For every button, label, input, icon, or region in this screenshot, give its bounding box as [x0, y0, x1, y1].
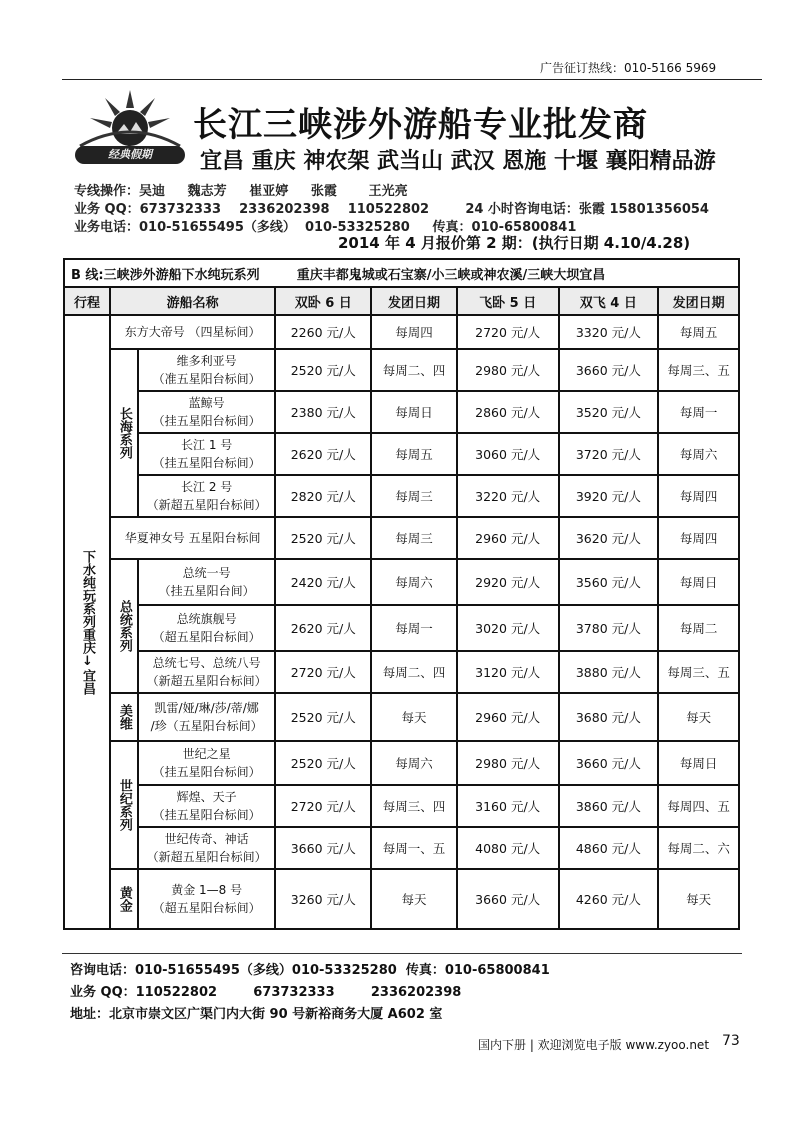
- ship-name: 华夏神女号 五星阳台标间: [110, 517, 275, 559]
- price-5day: 2960 元/人: [457, 693, 559, 741]
- date-2: 每周日: [658, 559, 739, 605]
- ship-name: 世纪传奇、神话 （新超五星阳台标间）: [138, 827, 275, 869]
- price-5day: 3120 元/人: [457, 651, 559, 693]
- table-caption-row: [64, 259, 739, 287]
- price-5day: 2720 元/人: [457, 315, 559, 349]
- footer-address: 地址：北京市崇文区广渠门内大街 90 号新裕商务大厦 A602 室: [70, 1007, 443, 1022]
- price-6day: 2380 元/人: [275, 391, 371, 433]
- date-2: 每周三、五: [658, 651, 739, 693]
- ship-name: 东方大帝号 （四星标间）: [110, 315, 275, 349]
- date-2: 每周二: [658, 605, 739, 651]
- group-meiwei: 美维: [110, 693, 138, 741]
- ship-name: 总统一号 （挂五星阳台间）: [138, 559, 275, 605]
- group-changhai: 长海系列: [110, 349, 138, 517]
- price-4day: 4260 元/人: [559, 869, 659, 929]
- ship-name: 辉煌、天子 （挂五星阳台标间）: [138, 785, 275, 827]
- date-1: 每周二、四: [371, 651, 457, 693]
- group-zongtong: 总统系列: [110, 559, 138, 693]
- price-6day: 2620 元/人: [275, 605, 371, 651]
- date-2: 每周六: [658, 433, 739, 475]
- price-5day: 3220 元/人: [457, 475, 559, 517]
- date-1: 每周四: [371, 315, 457, 349]
- brand-badge: 经典假期: [75, 146, 185, 164]
- date-2: 每周四、五: [658, 785, 739, 827]
- date-2: 每周日: [658, 741, 739, 785]
- price-4day: 3660 元/人: [559, 741, 659, 785]
- table-row: [64, 741, 739, 785]
- price-4day: 3660 元/人: [559, 349, 659, 391]
- price-4day: 3320 元/人: [559, 315, 659, 349]
- header-date1: 发团日期: [371, 287, 457, 315]
- price-5day: 3660 元/人: [457, 869, 559, 929]
- page-title: 长江三峡涉外游船专业批发商: [193, 105, 648, 145]
- price-5day: 2980 元/人: [457, 741, 559, 785]
- price-6day: 2520 元/人: [275, 693, 371, 741]
- table-row: [64, 559, 739, 605]
- date-1: 每周三: [371, 517, 457, 559]
- price-6day: 2520 元/人: [275, 349, 371, 391]
- table-header-row: [64, 287, 739, 315]
- ship-name: 凯雷/娅/琳/莎/蒂/娜 /珍（五星阳台标间）: [138, 693, 275, 741]
- table-row: [64, 827, 739, 869]
- price-6day: 2520 元/人: [275, 741, 371, 785]
- price-6day: 2620 元/人: [275, 433, 371, 475]
- price-6day: 3660 元/人: [275, 827, 371, 869]
- price-6day: 3260 元/人: [275, 869, 371, 929]
- table-row: [64, 605, 739, 651]
- ship-name: 黄金 1—8 号 （超五星阳台标间）: [138, 869, 275, 929]
- price-4day: 3680 元/人: [559, 693, 659, 741]
- price-5day: 2920 元/人: [457, 559, 559, 605]
- price-5day: 2960 元/人: [457, 517, 559, 559]
- footer-qq: 业务 QQ：110522802 673732333 2336202398: [70, 985, 462, 1000]
- header-date2: 发团日期: [658, 287, 739, 315]
- itinerary-cell: 下水纯玩系列重庆↓宜昌: [64, 315, 110, 929]
- date-1: 每周一: [371, 605, 457, 651]
- price-4day: 3520 元/人: [559, 391, 659, 433]
- table-row: [64, 391, 739, 433]
- price-4day: 3620 元/人: [559, 517, 659, 559]
- date-1: 每天: [371, 693, 457, 741]
- qq-line: 业务 QQ：673732333 2336202398 110522802 24 小时咨询电话：张霞 15801356054: [74, 202, 709, 217]
- date-1: 每周五: [371, 433, 457, 475]
- date-1: 每周六: [371, 559, 457, 605]
- price-6day: 2820 元/人: [275, 475, 371, 517]
- price-4day: 3720 元/人: [559, 433, 659, 475]
- caption-right: 重庆丰都鬼城或石宝寨/小三峡或神农溪/三峡大坝宜昌: [296, 267, 606, 283]
- date-2: 每周五: [658, 315, 739, 349]
- price-5day: 4080 元/人: [457, 827, 559, 869]
- price-6day: 2720 元/人: [275, 785, 371, 827]
- footer-divider: [62, 953, 742, 954]
- price-4day: 3780 元/人: [559, 605, 659, 651]
- page-section-label: 国内下册 | 欢迎浏览电子版 www.zyoo.net: [478, 1038, 710, 1052]
- price-4day: 3880 元/人: [559, 651, 659, 693]
- header-4day: 双飞 4 日: [559, 287, 659, 315]
- date-1: 每周二、四: [371, 349, 457, 391]
- date-2: 每周一: [658, 391, 739, 433]
- header-itinerary: 行程: [64, 287, 110, 315]
- phone-line: 业务电话：010-51655495（多线） 010-53325280 传真：010-65800841: [74, 220, 577, 235]
- ship-name: 世纪之星 （挂五星阳台标间）: [138, 741, 275, 785]
- price-4day: 3860 元/人: [559, 785, 659, 827]
- price-6day: 2420 元/人: [275, 559, 371, 605]
- footer-phone: 咨询电话：010-51655495（多线）010-53325280 传真：010-65800841: [70, 963, 550, 978]
- date-2: 每天: [658, 693, 739, 741]
- date-1: 每天: [371, 869, 457, 929]
- top-divider: [62, 79, 762, 80]
- date-1: 每周六: [371, 741, 457, 785]
- price-6day: 2720 元/人: [275, 651, 371, 693]
- group-huangjin: 黄金: [110, 869, 138, 929]
- price-5day: 2980 元/人: [457, 349, 559, 391]
- operators-line: 专线操作：吴迪 魏志芳 崔亚婷 张霞 王光亮: [74, 184, 408, 199]
- ship-name: 长江 1 号 （挂五星阳台标间）: [138, 433, 275, 475]
- table-row: [64, 349, 739, 391]
- date-1: 每周三: [371, 475, 457, 517]
- ship-name: 蓝鲸号 （挂五星阳台标间）: [138, 391, 275, 433]
- date-2: 每天: [658, 869, 739, 929]
- caption-left: B 线:三峡涉外游船下水纯玩系列: [71, 267, 260, 283]
- table-row: [64, 433, 739, 475]
- date-2: 每周四: [658, 475, 739, 517]
- header-ship: 游船名称: [110, 287, 275, 315]
- table-row: [64, 785, 739, 827]
- header-6day: 双卧 6 日: [275, 287, 371, 315]
- price-5day: 3060 元/人: [457, 433, 559, 475]
- table-row: [64, 693, 739, 741]
- tour-price-table: [63, 258, 740, 930]
- group-shiji: 世纪系列: [110, 741, 138, 869]
- ship-name: 长江 2 号 （新超五星阳台标间）: [138, 475, 275, 517]
- page-subtitle: 宜昌 重庆 神农架 武当山 武汉 恩施 十堰 襄阳精品游: [200, 149, 716, 174]
- price-4day: 3560 元/人: [559, 559, 659, 605]
- table-row: [64, 869, 739, 929]
- price-5day: 3160 元/人: [457, 785, 559, 827]
- date-2: 每周三、五: [658, 349, 739, 391]
- price-period: 2014 年 4 月报价第 2 期：(执行日期 4.10/4.28): [338, 234, 691, 252]
- table-row: [64, 475, 739, 517]
- price-6day: 2260 元/人: [275, 315, 371, 349]
- date-2: 每周四: [658, 517, 739, 559]
- ship-name: 总统旗舰号 （超五星阳台标间）: [138, 605, 275, 651]
- table-row: [64, 315, 739, 349]
- date-1: 每周三、四: [371, 785, 457, 827]
- date-2: 每周二、六: [658, 827, 739, 869]
- price-5day: 3020 元/人: [457, 605, 559, 651]
- date-1: 每周一、五: [371, 827, 457, 869]
- table-row: [64, 517, 739, 559]
- price-5day: 2860 元/人: [457, 391, 559, 433]
- header-5day: 飞卧 5 日: [457, 287, 559, 315]
- price-4day: 4860 元/人: [559, 827, 659, 869]
- date-1: 每周日: [371, 391, 457, 433]
- ship-name: 总统七号、总统八号 （新超五星阳台标间）: [138, 651, 275, 693]
- ad-hotline: 广告征订热线：010-5166 5969: [540, 61, 717, 75]
- price-4day: 3920 元/人: [559, 475, 659, 517]
- page-number: 73: [722, 1033, 740, 1049]
- table-row: [64, 651, 739, 693]
- price-6day: 2520 元/人: [275, 517, 371, 559]
- ship-name: 维多利亚号 （准五星阳台标间）: [138, 349, 275, 391]
